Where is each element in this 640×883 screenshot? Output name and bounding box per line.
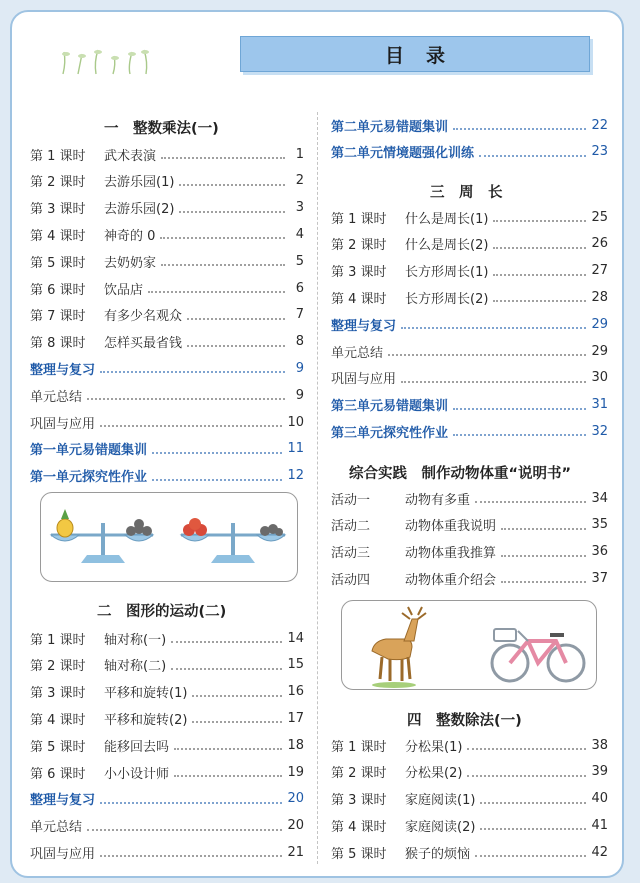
toc-entry[interactable] — [30, 198, 304, 218]
entry-page-number: 38 — [591, 737, 608, 753]
entry-title: 家庭阅读(1) — [405, 793, 476, 809]
section-heading: 综合实践 制作动物体重“说明书” — [349, 466, 572, 482]
toc-entry[interactable] — [331, 207, 608, 227]
leader-dots — [453, 408, 586, 410]
entry-page-number: 23 — [591, 144, 608, 160]
entry-title: 什么是周长(1) — [405, 211, 489, 227]
toc-entry[interactable] — [30, 358, 304, 378]
entry-title: 动物体重介绍会 — [405, 572, 497, 588]
entry-page-number: 30 — [591, 370, 608, 386]
entry-page-number: 19 — [287, 764, 304, 780]
entry-lesson-number: 第 4 课时 — [331, 291, 387, 307]
entry-title: 单元总结 — [30, 389, 83, 405]
entry-page-number: 28 — [591, 289, 608, 305]
entry-lesson-number: 第 1 课时 — [331, 211, 387, 227]
toc-entry[interactable] — [331, 735, 608, 755]
leader-dots — [401, 327, 586, 329]
entry-page-number: 9 — [295, 387, 304, 403]
entry-page-number: 39 — [591, 764, 608, 780]
entry-title: 整理与复习 — [331, 318, 397, 334]
toc-entry[interactable] — [30, 816, 304, 836]
entry-page-number: 6 — [295, 280, 304, 296]
entry-title: 平移和旋转(1) — [104, 686, 188, 702]
toc-entry[interactable] — [30, 735, 304, 755]
entry-page-number: 4 — [295, 226, 304, 242]
toc-entry[interactable] — [30, 224, 304, 244]
entry-page-number: 2 — [295, 173, 304, 189]
entry-title: 平移和旋转(2) — [104, 712, 188, 728]
toc-entry[interactable] — [30, 466, 304, 486]
toc-entry[interactable] — [331, 368, 608, 388]
balance-scale-apples-icon — [181, 518, 285, 563]
leader-dots — [174, 748, 282, 750]
entry-page-number: 37 — [591, 570, 608, 586]
leader-dots — [501, 555, 586, 557]
entry-lesson-number: 第 8 课时 — [30, 336, 86, 352]
entry-lesson-number: 第 4 课时 — [30, 228, 86, 244]
section-heading: 二 图形的运动(二) — [97, 604, 227, 620]
entry-lesson-number: 第 1 课时 — [331, 739, 387, 755]
leader-dots — [493, 300, 586, 302]
entry-page-number: 12 — [287, 468, 304, 484]
entry-title: 猴子的烦恼 — [405, 846, 471, 862]
entry-page-number: 36 — [591, 544, 608, 560]
entry-title: 第一单元探究性作业 — [30, 470, 148, 486]
entry-lesson-number: 第 5 课时 — [331, 846, 387, 862]
toc-entry[interactable] — [30, 789, 304, 809]
leader-dots — [171, 641, 282, 643]
leader-dots — [174, 775, 282, 777]
leader-dots — [401, 381, 586, 383]
entry-title: 整理与复习 — [30, 793, 96, 809]
balance-scale-pineapple-icon — [51, 509, 153, 563]
toc-entry[interactable] — [331, 568, 608, 588]
entry-page-number: 8 — [295, 334, 304, 350]
toc-entry[interactable] — [331, 762, 608, 782]
entry-page-number: 41 — [591, 817, 608, 833]
entry-lesson-number: 活动一 — [331, 492, 371, 508]
entry-title: 动物体重我说明 — [405, 519, 497, 535]
entry-page-number: 14 — [287, 630, 304, 646]
entry-page-number: 16 — [287, 684, 304, 700]
toc-entry[interactable] — [331, 142, 608, 162]
toc-entry[interactable] — [30, 842, 304, 862]
entry-title: 第一单元易错题集训 — [30, 443, 148, 459]
leader-dots — [388, 354, 586, 356]
entry-title: 饮品店 — [104, 282, 144, 298]
toc-entry[interactable] — [331, 542, 608, 562]
entry-lesson-number: 第 7 课时 — [30, 309, 86, 325]
toc-entry[interactable] — [331, 488, 608, 508]
leader-dots — [100, 425, 282, 427]
leader-dots — [475, 501, 586, 503]
entry-page-number: 1 — [295, 146, 304, 162]
toc-entry[interactable] — [30, 332, 304, 352]
entry-title: 单元总结 — [331, 345, 384, 361]
entry-page-number: 21 — [287, 844, 304, 860]
entry-title: 长方形周长(2) — [405, 291, 489, 307]
toc-entry[interactable] — [30, 144, 304, 164]
entry-title: 第二单元情境题强化训练 — [331, 146, 475, 162]
entry-title: 动物体重我推算 — [405, 546, 497, 562]
entry-page-number: 27 — [591, 263, 608, 279]
entry-title: 去游乐园(2) — [104, 202, 175, 218]
entry-lesson-number: 第 3 课时 — [331, 265, 387, 281]
leader-dots — [493, 247, 586, 249]
page-title: 目录 — [384, 44, 467, 67]
entry-page-number: 40 — [591, 791, 608, 807]
entry-title: 能移回去吗 — [104, 739, 170, 755]
entry-title: 整理与复习 — [30, 362, 96, 378]
entry-lesson-number: 第 5 课时 — [30, 739, 86, 755]
entry-lesson-number: 第 6 课时 — [30, 282, 86, 298]
entry-title: 第三单元探究性作业 — [331, 425, 449, 441]
entry-title: 小小设计师 — [104, 766, 170, 782]
leader-dots — [475, 855, 586, 857]
entry-title: 轴对称(一) — [104, 632, 167, 648]
toc-entry[interactable] — [30, 305, 304, 325]
entry-title: 巩固与应用 — [30, 416, 96, 432]
entry-title: 神奇的 0 — [104, 228, 156, 244]
leader-dots — [501, 528, 586, 530]
entry-title: 怎样买最省钱 — [104, 336, 183, 352]
toc-entry[interactable] — [30, 655, 304, 675]
toc-entry[interactable] — [331, 234, 608, 254]
sprout-decoration-icon — [58, 44, 158, 78]
section-heading: 一 整数乘法(一) — [104, 121, 219, 137]
entry-page-number: 32 — [591, 423, 608, 439]
toc-entry[interactable] — [30, 278, 304, 298]
entry-lesson-number: 活动四 — [331, 572, 371, 588]
entry-lesson-number: 第 2 课时 — [331, 766, 387, 782]
balance-scale-illustration — [40, 492, 298, 582]
entry-lesson-number: 第 3 课时 — [30, 686, 86, 702]
toc-entry[interactable] — [30, 171, 304, 191]
leader-dots — [187, 318, 285, 320]
deer-icon — [372, 607, 426, 688]
toc-entry[interactable] — [30, 762, 304, 782]
toc-entry[interactable] — [331, 842, 608, 862]
entry-page-number: 34 — [591, 490, 608, 506]
entry-page-number: 9 — [295, 360, 304, 376]
toc-entry[interactable] — [30, 251, 304, 271]
leader-dots — [100, 855, 282, 857]
leader-dots — [87, 398, 285, 400]
entry-lesson-number: 第 1 课时 — [30, 148, 86, 164]
entry-page-number: 25 — [591, 209, 608, 225]
entry-page-number: 11 — [287, 441, 304, 457]
leader-dots — [179, 184, 285, 186]
entry-page-number: 31 — [591, 397, 608, 413]
entry-page-number: 18 — [287, 737, 304, 753]
toc-entry[interactable] — [331, 421, 608, 441]
entry-lesson-number: 第 2 课时 — [331, 238, 387, 254]
section-heading: 四 整数除法(一) — [407, 713, 522, 729]
entry-lesson-number: 第 3 课时 — [331, 793, 387, 809]
toc-entry[interactable] — [331, 314, 608, 334]
leader-dots — [453, 434, 586, 436]
entry-title: 分松果(2) — [405, 766, 463, 782]
entry-title: 轴对称(二) — [104, 659, 167, 675]
leader-dots — [100, 371, 285, 373]
column-divider — [317, 112, 318, 864]
entry-page-number: 17 — [287, 710, 304, 726]
entry-page-number: 5 — [295, 253, 304, 269]
leader-dots — [160, 237, 285, 239]
leader-dots — [152, 452, 282, 454]
entry-page-number: 10 — [287, 414, 304, 430]
entry-title: 去奶奶家 — [104, 255, 157, 271]
entry-page-number: 42 — [591, 844, 608, 860]
toc-entry[interactable] — [30, 412, 304, 432]
page-title-bar — [240, 36, 590, 72]
leader-dots — [467, 748, 586, 750]
leader-dots — [87, 829, 282, 831]
toc-entry[interactable] — [30, 439, 304, 459]
section-heading: 三 周 长 — [430, 185, 503, 201]
entry-page-number: 29 — [591, 316, 608, 332]
entry-title: 分松果(1) — [405, 739, 463, 755]
toc-entry[interactable] — [331, 287, 608, 307]
entry-lesson-number: 活动三 — [331, 546, 371, 562]
toc-entry[interactable] — [331, 115, 608, 135]
toc-entry[interactable] — [331, 515, 608, 535]
leader-dots — [192, 695, 282, 697]
toc-entry[interactable] — [331, 261, 608, 281]
leader-dots — [100, 802, 282, 804]
entry-lesson-number: 第 5 课时 — [30, 255, 86, 271]
toc-entry[interactable] — [331, 341, 608, 361]
entry-title: 有多少名观众 — [104, 309, 183, 325]
leader-dots — [480, 802, 586, 804]
entry-page-number: 22 — [591, 117, 608, 133]
entry-lesson-number: 第 3 课时 — [30, 202, 86, 218]
entry-title: 第二单元易错题集训 — [331, 119, 449, 135]
leader-dots — [493, 220, 586, 222]
entry-lesson-number: 第 6 课时 — [30, 766, 86, 782]
leader-dots — [453, 128, 586, 130]
entry-title: 巩固与应用 — [331, 372, 397, 388]
entry-lesson-number: 第 2 课时 — [30, 175, 86, 191]
entry-page-number: 15 — [287, 657, 304, 673]
leader-dots — [187, 345, 285, 347]
leader-dots — [501, 581, 586, 583]
leader-dots — [148, 291, 285, 293]
toc-entry[interactable] — [331, 395, 608, 415]
leader-dots — [161, 264, 285, 266]
entry-title: 巩固与应用 — [30, 846, 96, 862]
entry-page-number: 26 — [591, 236, 608, 252]
leader-dots — [480, 828, 586, 830]
entry-page-number: 35 — [591, 517, 608, 533]
toc-entry[interactable] — [30, 682, 304, 702]
entry-lesson-number: 第 4 课时 — [30, 712, 86, 728]
entry-lesson-number: 第 2 课时 — [30, 659, 86, 675]
bicycle-icon — [492, 629, 584, 681]
leader-dots — [152, 479, 282, 481]
leader-dots — [467, 775, 586, 777]
entry-title: 动物有多重 — [405, 492, 471, 508]
leader-dots — [192, 721, 282, 723]
entry-title: 单元总结 — [30, 820, 83, 836]
leader-dots — [179, 211, 285, 213]
leader-dots — [493, 274, 586, 276]
toc-entry[interactable] — [331, 789, 608, 809]
toc-entry[interactable] — [30, 628, 304, 648]
entry-page-number: 7 — [295, 307, 304, 323]
toc-entry[interactable] — [331, 815, 608, 835]
animal-bicycle-illustration — [341, 600, 597, 690]
entry-page-number: 29 — [591, 343, 608, 359]
entry-page-number: 20 — [287, 791, 304, 807]
toc-entry[interactable] — [30, 385, 304, 405]
entry-lesson-number: 第 1 课时 — [30, 632, 86, 648]
leader-dots — [161, 157, 285, 159]
leader-dots — [171, 668, 282, 670]
entry-title: 什么是周长(2) — [405, 238, 489, 254]
entry-title: 长方形周长(1) — [405, 265, 489, 281]
entry-title: 家庭阅读(2) — [405, 819, 476, 835]
leader-dots — [479, 155, 586, 157]
entry-title: 第三单元易错题集训 — [331, 399, 449, 415]
entry-title: 去游乐园(1) — [104, 175, 175, 191]
toc-entry[interactable] — [30, 708, 304, 728]
entry-lesson-number: 活动二 — [331, 519, 371, 535]
entry-title: 武术表演 — [104, 148, 157, 164]
entry-lesson-number: 第 4 课时 — [331, 819, 387, 835]
entry-page-number: 3 — [295, 200, 304, 216]
entry-page-number: 20 — [287, 818, 304, 834]
